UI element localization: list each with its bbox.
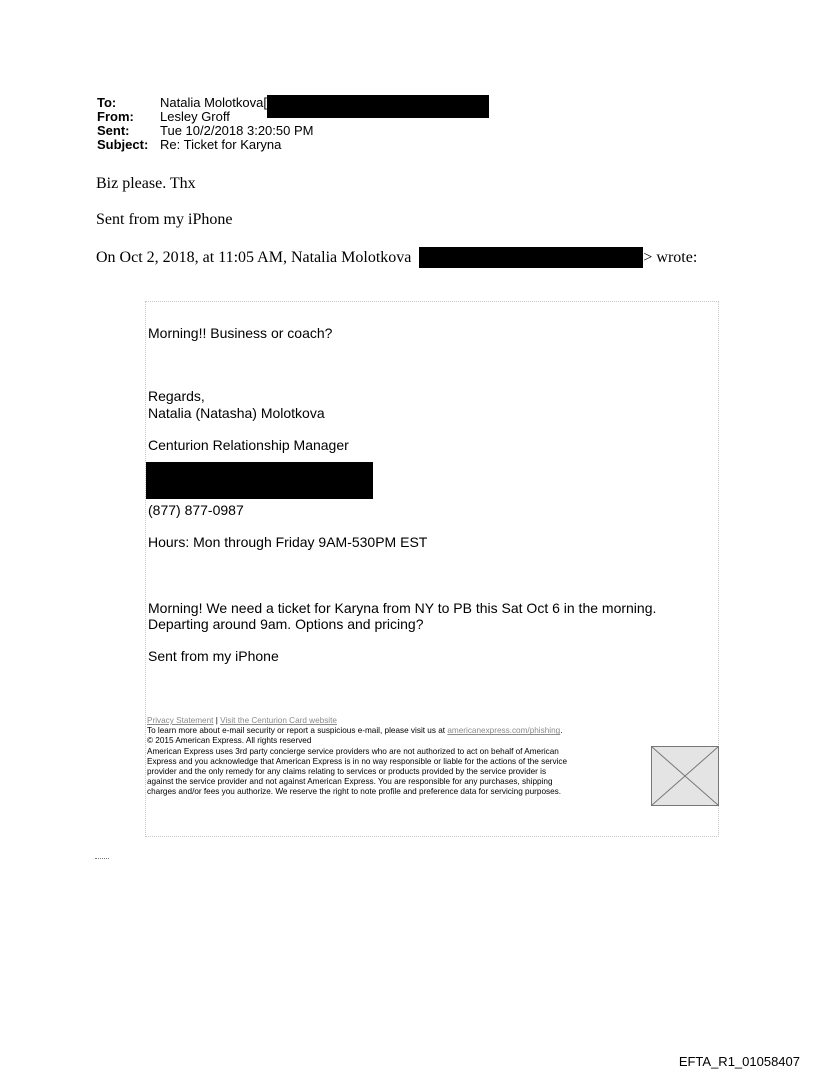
subject-row <box>97 138 489 152</box>
quoted-regards: Regards, <box>148 388 205 404</box>
to-label: To: <box>97 95 117 110</box>
quoted-original-line2: Departing around 9am. Options and pricing? <box>148 616 424 632</box>
sent-label: Sent: <box>97 123 130 138</box>
reply-signature: Sent from my iPhone <box>96 211 233 228</box>
disclaimer-line-2: Express and you acknowledge that American Express is in no way responsible or liable for the actions of the service <box>147 756 568 766</box>
image-placeholder-cross <box>652 747 718 805</box>
quoted-sender-name: Natalia (Natasha) Molotkova <box>148 405 325 421</box>
quoted-greeting: Morning!! Business or coach? <box>148 325 333 341</box>
security-line <box>147 726 647 736</box>
legal-footer <box>147 716 647 798</box>
redaction-box <box>267 95 489 118</box>
to-value: Natalia Molotkova[ <box>160 95 267 110</box>
disclaimer-line-5: charges and/or fees you authorize. We reserve the right to note profile and preference data for servicing purposes. <box>147 787 562 797</box>
centurion-website-link[interactable]: Visit the Centurion Card website <box>220 716 337 725</box>
disclaimer-line-4: against the service provider and not against American Express. You are responsible for any purchases, shipping <box>147 777 553 787</box>
link-separator: | <box>215 716 218 725</box>
page-mark <box>95 853 109 859</box>
sent-value: Tue 10/2/2018 3:20:50 PM <box>160 123 314 138</box>
quoted-sender-title: Centurion Relationship Manager <box>148 437 349 453</box>
footer-links <box>147 716 647 726</box>
to-row <box>97 96 489 110</box>
sent-row <box>97 124 489 138</box>
copyright-line: © 2015 American Express. All rights reserved <box>147 736 312 746</box>
quoted-message <box>145 301 719 837</box>
broken-image-icon <box>651 746 719 806</box>
security-period: . <box>560 726 563 736</box>
email-header <box>97 96 489 152</box>
quote-intro-end: > wrote: <box>643 248 698 266</box>
subject-label: Subject: <box>97 137 149 152</box>
quote-intro <box>96 247 697 268</box>
quote-intro-start: On Oct 2, 2018, at 11:05 AM, Natalia Molotkova <box>96 248 412 266</box>
disclaimer-line-1: American Express uses 3rd party concierge service providers who are not authorized to act on behalf of American <box>147 746 559 756</box>
redaction-box <box>146 462 373 499</box>
bates-number: EFTA_R1_01058407 <box>678 1054 800 1069</box>
quoted-original-line1: Morning! We need a ticket for Karyna from NY to PB this Sat Oct 6 in the morning. <box>148 600 657 616</box>
quoted-hours: Hours: Mon through Friday 9AM-530PM EST <box>148 534 428 550</box>
quoted-original-signature: Sent from my iPhone <box>148 648 279 664</box>
disclaimer-line-3: provider and the only remedy for any claims relating to services or products provided by the service provider is <box>147 767 547 777</box>
phishing-link[interactable]: americanexpress.com/phishing <box>447 726 561 736</box>
subject-value: Re: Ticket for Karyna <box>160 137 282 152</box>
security-text: To learn more about e-mail security or report a suspicious e-mail, please visit us at <box>147 726 446 736</box>
redaction-box <box>419 247 643 268</box>
from-value: Lesley Groff <box>160 109 230 124</box>
quoted-phone: (877) 877-0987 <box>148 502 244 518</box>
from-label: From: <box>97 109 134 124</box>
privacy-statement-link[interactable]: Privacy Statement <box>147 716 214 725</box>
reply-text: Biz please. Thx <box>96 175 196 192</box>
